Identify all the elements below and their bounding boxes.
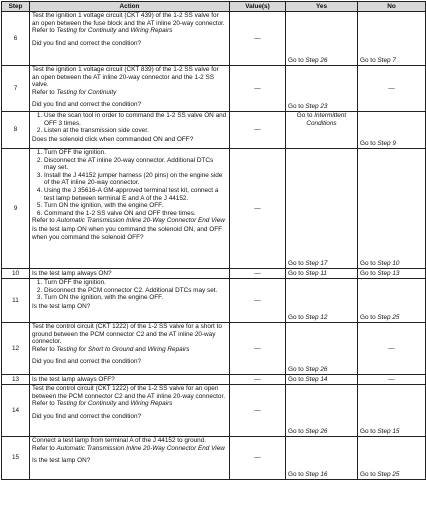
value: — [254,406,261,414]
question: Is the test lamp always ON? [32,270,112,277]
table-body [2,12,426,480]
no-link[interactable]: Step 25 [377,314,400,322]
no-link[interactable]: Step 25 [377,471,400,479]
table-row [2,112,426,149]
reference-link[interactable]: Testing for Continuity [56,27,117,35]
reference-link[interactable]: Testing for Continuity [56,400,117,408]
header-yes: Yes [286,2,358,12]
no-cell [358,437,426,480]
reference-link[interactable]: Testing for Continuity [56,88,117,96]
header-row [2,2,426,12]
action-cell [30,12,230,66]
action-step: 1. Turn OFF the ignition. [44,149,227,157]
yes-cell [286,323,358,375]
action-cell [30,279,230,323]
go-to-prefix: Go to [288,270,304,278]
reference-link[interactable]: Automatic Transmission Inline 20-Way Connector End View [56,217,225,225]
value: — [254,126,261,134]
no-cell [358,279,426,323]
value-cell [230,269,286,279]
go-to-prefix: Go to [360,140,376,148]
go-to-prefix: Go to [288,260,304,268]
action-steps [32,149,227,217]
question: Did you find and correct the condition? [32,39,142,47]
reference [32,217,227,225]
action-step: 2. Disconnect the AT inline 20-way connector. Additional DTCs may set. [44,157,227,172]
no-cell [358,375,426,385]
question: Did you find and correct the condition? [32,412,142,420]
table-row [2,269,426,279]
action-step: 2. Disconnect the PCM connector C2. Additional DTCs may set. [44,287,227,295]
action-text: Test the control circuit (CKT 1222) of the 1-2 SS valve for a short to ground between the PCM connector C2 and the AT inline 20-way connector. [32,323,222,346]
action-step: 3. Turn ON the ignition, with the engine OFF. [44,294,227,302]
action-step: 1. Turn OFF the ignition. [44,279,227,287]
yes-link[interactable]: Step 16 [305,471,328,479]
yes-cell [286,12,358,66]
question: Is the test lamp ON when you command the solenoid ON, and OFF when you command the solenoid OFF? [32,225,223,241]
yes-link[interactable]: Step 12 [305,314,328,322]
value: — [254,375,261,383]
yes-link[interactable]: Step 26 [305,366,328,374]
go-to-prefix: Go to [288,471,304,479]
ref-and: and [135,345,146,353]
diagnostic-table [1,1,426,480]
ref-prefix: Refer to [32,400,55,408]
go-to-prefix: Go to [360,57,376,65]
action-steps [32,279,227,302]
no-link[interactable]: Step 13 [377,270,400,278]
reference-link[interactable]: Wiring Repairs [130,27,173,35]
step-number: 14 [2,385,30,437]
reference [32,346,227,354]
value-cell [230,149,286,269]
value-cell [230,323,286,375]
action-step: 6. Command the 1-2 SS valve ON and OFF three times. [44,210,227,218]
reference [32,445,227,453]
go-to-prefix: Go to [288,314,304,322]
go-to-prefix: Go to [360,314,376,322]
yes-cell [286,149,358,269]
no-cell [358,269,426,279]
yes-cell [286,375,358,385]
question: Does the solenoid click when commanded ON and OFF? [32,135,194,143]
yes-cell [286,279,358,323]
go-to-prefix: Go to [288,428,304,436]
no-link[interactable]: Step 15 [377,428,400,436]
go-to-prefix: Go to [360,270,376,278]
yes-link[interactable]: Intermittent Conditions [306,112,347,127]
ref-prefix: Refer to [32,88,55,96]
value-cell [230,112,286,149]
go-to-prefix: Go to [360,471,376,479]
no-value: — [388,344,395,352]
value-cell [230,12,286,66]
action-cell [30,323,230,375]
yes-cell [286,112,358,149]
value: — [254,344,261,352]
no-cell [358,323,426,375]
value-cell [230,385,286,437]
go-to-prefix: Go to [296,112,313,119]
table-row [2,279,426,323]
action-cell [30,112,230,149]
action-cell [30,269,230,279]
step-number: 10 [2,269,30,279]
value-cell [230,437,286,480]
ref-prefix: Refer to [32,345,55,353]
reference-link[interactable]: Wiring Repairs [147,345,190,353]
table-row [2,66,426,112]
table-row [2,385,426,437]
go-to-prefix: Go to [288,103,304,111]
step-number: 8 [2,112,30,149]
yes-link[interactable]: Step 23 [305,103,328,111]
ref-and: and [118,27,129,35]
value: — [254,84,261,92]
go-to-prefix: Go to [360,260,376,268]
header-action: Action [30,2,230,12]
action-cell [30,66,230,112]
go-to-prefix: Go to [360,428,376,436]
action-text: Test the ignition 1 voltage circuit (CKT 839) of the 1-2 SS valve for an open between the AT inline 20-way connector and the 1-2 SS valve. [32,66,219,89]
action-cell [30,437,230,480]
no-cell [358,66,426,112]
reference [32,27,227,35]
no-cell [358,149,426,269]
table-row [2,323,426,375]
value: — [254,204,261,212]
ref-prefix: Refer to [32,27,55,35]
go-to-prefix: Go to [288,366,304,374]
step-number: 13 [2,375,30,385]
no-link[interactable]: Step 10 [377,260,400,268]
header-no: No [358,2,426,12]
value: — [254,454,261,462]
no-value: — [388,375,395,383]
yes-link[interactable]: Step 26 [305,428,328,436]
question: Is the test lamp ON? [32,457,91,465]
no-value: — [388,84,395,92]
yes-cell [286,437,358,480]
reference-link[interactable]: Wiring Repairs [130,400,173,408]
action-cell [30,385,230,437]
ref-prefix: Refer to [32,444,55,452]
value-cell [230,279,286,323]
yes-link[interactable]: Step 26 [305,57,328,65]
yes-link[interactable]: Step 11 [305,270,327,278]
action-step: 1. Use the scan tool in order to command the 1-2 SS valve ON and OFF 3 times. [44,112,227,127]
action-text: Test the control circuit (CKT 1222) of the 1-2 SS valve for an open between the PCM connector C2 and the AT inline 20-way connector. [32,385,226,400]
yes-link[interactable]: Step 17 [305,260,328,268]
no-link[interactable]: Step 7 [377,57,396,65]
yes-cell [286,385,358,437]
go-to-prefix: Go to [288,376,304,384]
yes-cell [286,66,358,112]
no-cell [358,12,426,66]
step-number: 9 [2,149,30,269]
go-to-prefix: Go to [288,57,304,65]
step-number: 15 [2,437,30,480]
value-cell [230,66,286,112]
yes-link[interactable]: Step 14 [305,376,328,384]
action-steps [32,112,227,135]
value-cell [230,375,286,385]
value: — [254,269,261,277]
header-values: Value(s) [230,2,286,12]
table-row [2,437,426,480]
reference [32,400,227,408]
step-number: 6 [2,12,30,66]
reference [32,89,227,97]
action-step: 3. Install the J 44152 jumper harness (20 pins) on the engine side of the AT inline 20-way connector. [44,172,227,187]
step-number: 12 [2,323,30,375]
action-cell [30,375,230,385]
no-cell [358,112,426,149]
no-link[interactable]: Step 9 [377,140,396,148]
table-row [2,149,426,269]
table-row [2,375,426,385]
step-number: 11 [2,279,30,323]
reference-link[interactable]: Testing for Short to Ground [56,345,134,353]
question: Did you find and correct the condition? [32,358,142,366]
action-text: Test the ignition 1 voltage circuit (CKT 439) of the 1-2 SS valve for an open between the fuse block and the AT inline 20-way connector. [32,12,225,27]
ref-prefix: Refer to [32,217,55,225]
action-step: 5. Turn ON the ignition, with the engine OFF. [44,202,227,210]
question: Is the test lamp always OFF? [32,376,115,383]
question: Is the test lamp ON? [32,302,91,310]
action-text: Connect a test lamp from terminal A of the J 44152 to ground. [32,437,207,444]
question: Did you find and correct the condition? [32,101,142,109]
no-cell [358,385,426,437]
action-cell [30,149,230,269]
header-step: Step [2,2,30,12]
value: — [254,296,261,304]
ref-and: and [118,400,129,408]
yes-cell [286,269,358,279]
action-step: 2. Listen at the transmission side cover. [44,127,227,135]
step-number: 7 [2,66,30,112]
action-step: 4. Using the J 35616-A GM-approved terminal test kit, connect a test lamp between terminal E and A of the J 44152. [44,187,227,202]
reference-link[interactable]: Automatic Transmission Inline 20-Way Connector End View [56,444,225,452]
value: — [254,34,261,42]
table-row [2,12,426,66]
